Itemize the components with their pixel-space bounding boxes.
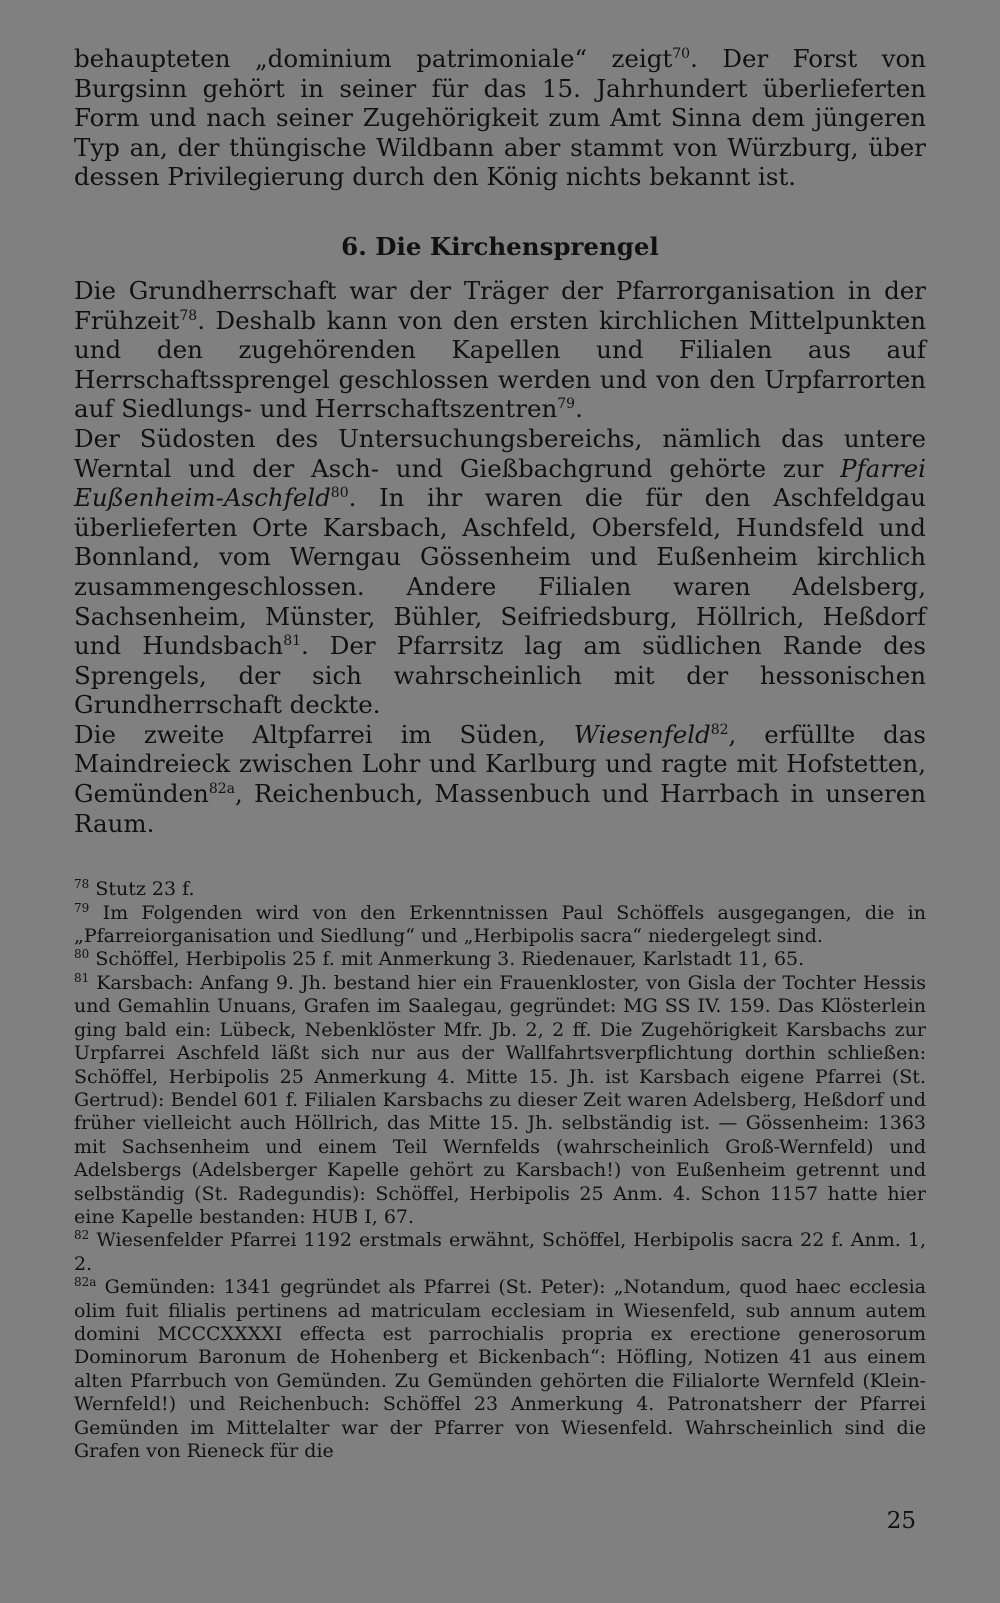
text-run: . Der Forst von Burgsinn gehört in seiner für das 15. Jahrhundert überlieferten Form und nach seiner Zugehörigkeit zum Amt Sinna dem jüngeren Typ an, der thüngische Wildbann aber stammt von Würzburg, über dessen Privilegierung durch den König nichts bekannt ist. — [74, 44, 927, 192]
footnote-ref: 81 — [283, 633, 302, 650]
footnote-ref: 82 — [710, 721, 729, 738]
text-run: . In ihr waren die für den Aschfeldgau überlieferten Orte Karsbach, Aschfeld, Obersfeld, Hundsfeld und Bonnland, vom Werngau Gössenheim und Eußenheim kirchlich zusammengeschlossen. Andere Filialen waren Adelsberg, Sachsenheim, Münster, Bühler, Seifriedsburg, Höllrich, Heßdorf und Hundsbach — [74, 483, 926, 661]
text-run: . Deshalb kann von den ersten kirchlichen Mittelpunkten und den zugehörenden Kapellen und Filialen aus auf Herrschaftssprengel geschlossen werden und von den Urpfarrorten auf Siedlungs- und Herrschaftszentren — [74, 305, 926, 424]
paragraph-grundherrschaft — [74, 276, 926, 424]
footnote-text: Gemünden: 1341 gegründet als Pfarrei (St. Peter): „Notandum, quod haec ecclesia olim fuit filialis pertinens ad matriculam ecclesiam in Wiesenfeld, sub annum autem domini MCCCXXXXI effecta est parrochialis propria ex erectione generosorum Dominorum Baronum de Hohenberg et Bickenbach“: Höfling, Notizen 41 aus einem alten Pfarrbuch von Gemünden. Zu Gemünden gehörten die Filialorte Wernfeld (Klein-Wernfeld!) und Reichenbuch: Schöffel 23 Anmerkung 4. Patronatsherr der Pfarrei Gemünden im Mittelalter war der Pfarrer von Wiesenfeld. Wahrscheinlich sind die Grafen von Rieneck für die — [74, 1276, 927, 1462]
footnote-ref: 79 — [557, 396, 576, 413]
paragraph-suedosten — [74, 424, 926, 720]
text-run: , Reichenbuch, Massenbuch und Harrbach in unseren Raum. — [74, 779, 926, 838]
text-run: . — [575, 394, 583, 424]
footnote — [74, 948, 926, 971]
footnote — [74, 902, 926, 949]
footnote-text: Wiesenfelder Pfarrei 1192 erstmals erwähnt, Schöffel, Herbipolis sacra 22 f. Anm. 1, 2. — [74, 1229, 926, 1275]
text-run: , erfüllte das Maindreieck zwischen Lohr und Karlburg und ragte mit Hofstetten, Gemünden — [74, 719, 926, 809]
footnote-ref: 80 — [330, 485, 349, 502]
italic-term: Pfarrei Eußenheim-Aschfeld — [74, 453, 926, 513]
paragraph-altpfarrei — [74, 720, 926, 838]
footnotes — [74, 878, 926, 1463]
text-run: Die zweite Altpfarrei im Süden, — [74, 719, 574, 749]
intro-paragraph — [74, 44, 926, 192]
footnote-ref: 70 — [672, 46, 691, 62]
footnote — [74, 1276, 926, 1463]
footnote-text: Karsbach: Anfang 9. Jh. bestand hier ein Frauenkloster, von Gisla der Tochter Hessis und Gemahlin Unuans, Grafen im Saalegau, gegründet: MG SS IV. 159. Das Klösterlein ging bald ein: Lübeck, Nebenklöster Mfr. Jb. 2, 2 ff. Die Zugehörigkeit Karsbachs zur Urpfarrei Aschfeld läßt sich nur aus der Wallfahrtsverpflichtung dorthin schließen: Schöffel, Herbipolis 25 Anmerkung 4. Mitte 15. Jh. ist Karsbach eigene Pfarrei (St. Gertrud): Bendel 601 f. Filialen Karsbachs zu dieser Zeit waren Adelsberg, Heßdorf und früher vielleicht auch Höllrich, das Mitte 15. Jh. selbständig ist. — Gössenheim: 1363 mit Sachsenheim und einem Teil Wernfelds (wahrscheinlich Groß-Wernfeld) und Adelsbergs (Adelsberger Kapelle gehört zu Karsbach!) von Eußenheim getrennt und selbständig (St. Radegundis): Schöffel, Herbipolis 25 Anm. 4. Schon 1157 hatte hier eine Kapelle bestanden: HUB I, 67. — [74, 971, 926, 1228]
footnote-text: Stutz 23 f. — [95, 878, 195, 901]
text-run: . Der Pfarrsitz lag am südlichen Rande des Sprengels, der sich wahrscheinlich mit der hessonischen Grundherrschaft deckte. — [74, 631, 926, 720]
footnote-number: 82 — [74, 1228, 90, 1243]
page-number: 25 — [886, 1508, 916, 1534]
footnote-ref: 78 — [179, 307, 198, 324]
footnote-text: Schöffel, Herbipolis 25 f. mit Anmerkung 3. Riedenauer, Karlstadt 11, 65. — [95, 948, 805, 971]
footnote-ref: 82a — [208, 781, 235, 798]
footnote — [74, 972, 926, 1229]
italic-term: Wiesenfeld — [573, 719, 711, 749]
footnote-number: 80 — [74, 947, 90, 962]
text-run: Die Grundherrschaft war der Träger der Pfarrorganisation in der Frühzeit — [74, 275, 926, 335]
footnote-number: 82a — [74, 1275, 97, 1290]
text-run: Der Südosten des Untersuchungsbereichs, nämlich das untere Werntal und der Asch- und Gießbachgrund gehörte zur — [74, 423, 926, 483]
footnote-number: 79 — [74, 900, 90, 915]
footnote-number: 78 — [74, 877, 90, 892]
footnote — [74, 878, 926, 901]
page-content — [74, 44, 926, 1463]
section-heading: 6. Die Kirchensprengel — [341, 231, 659, 261]
footnote-text: Im Folgenden wird von den Erkenntnissen Paul Schöffels ausgegangen, die in „Pfarreiorganisation und Siedlung“ und „Herbipolis sacra“ niedergelegt sind. — [74, 901, 926, 948]
footnote-number: 81 — [74, 970, 90, 985]
footnote — [74, 1229, 926, 1276]
text-run: behaupteten „dominium patrimoniale“ zeigt — [74, 44, 673, 73]
